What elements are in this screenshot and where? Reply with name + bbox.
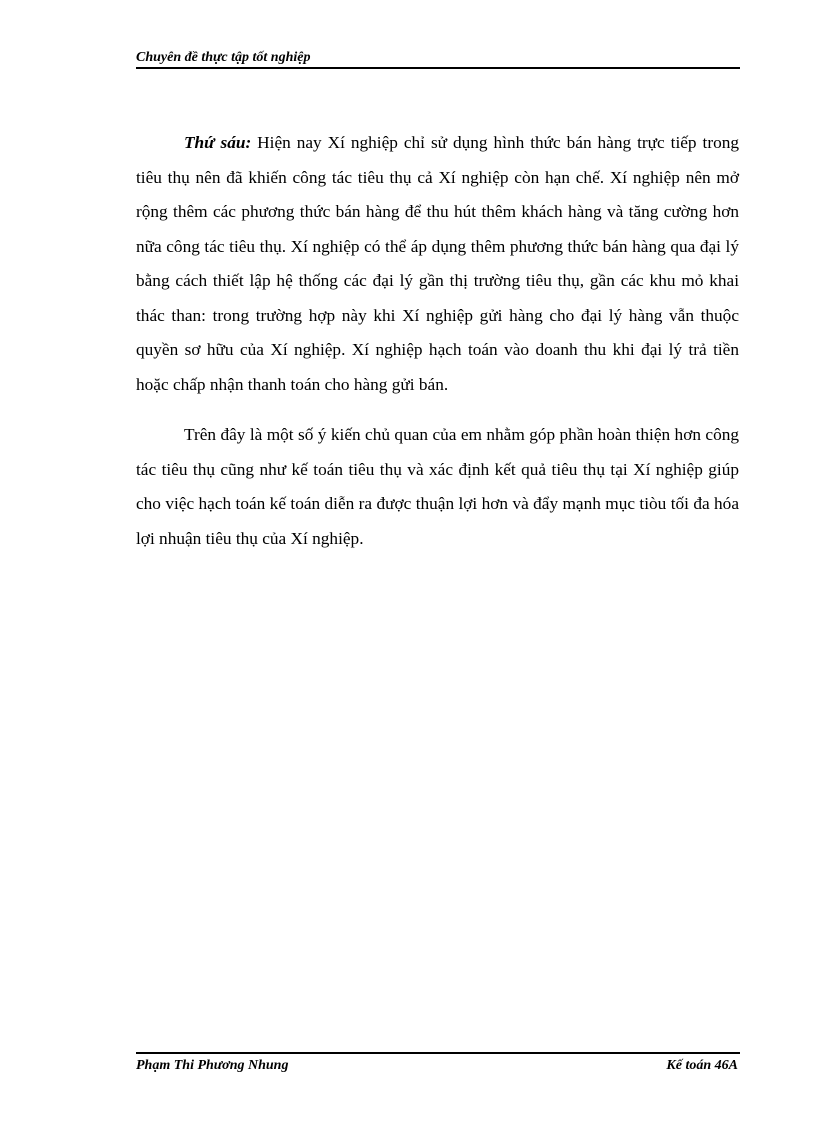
- paragraph-thu-sau: [136, 126, 739, 402]
- paragraph-lead-in: Thứ sáu:: [184, 133, 252, 152]
- footer-divider: [136, 1052, 740, 1054]
- page-header-title: Chuyên đề thực tập tốt nghiệp: [136, 50, 311, 65]
- footer-class-name: Kế toán 46A: [666, 1058, 738, 1073]
- paragraph-text: Hiện nay Xí nghiệp chỉ sử dụng hình thức bán hàng trực tiếp trong tiêu thụ nên đã khiến công tác tiêu thụ cả Xí nghiệp còn hạn chế. Xí nghiệp nên mở rộng thêm các phương thức bán hàng để thu hút thêm khách hàng và tăng cường hơn nữa công tác tiêu thụ. Xí nghiệp có thể áp dụng thêm phương thức bán hàng qua đại lý bằng cách thiết lập hệ thống các đại lý gần thị trường tiêu thụ, gần các khu mỏ khai thác than: trong trường hợp này khi Xí nghiệp gửi hàng cho đại lý hàng vẫn thuộc quyền sơ hữu của Xí nghiệp. Xí nghiệp hạch toán vào doanh thu khi đại lý trả tiền hoặc chấp nhận thanh toán cho hàng gửi bán.: [136, 133, 739, 394]
- header-divider: [136, 67, 740, 69]
- footer-author-name: Phạm Thi Phương Nhung: [136, 1058, 289, 1073]
- paragraph-conclusion: Trên đây là một số ý kiến chủ quan của em nhằm góp phần hoàn thiện hơn công tác tiêu thụ cũng như kế toán tiêu thụ và xác định kết quả tiêu thụ tại Xí nghiệp giúp cho việc hạch toán kế toán diễn ra được thuận lợi hơn và đẩy mạnh mục tiòu tối đa hóa lợi nhuận tiêu thụ của Xí nghiệp.: [136, 425, 739, 548]
- document-body: [136, 126, 739, 556]
